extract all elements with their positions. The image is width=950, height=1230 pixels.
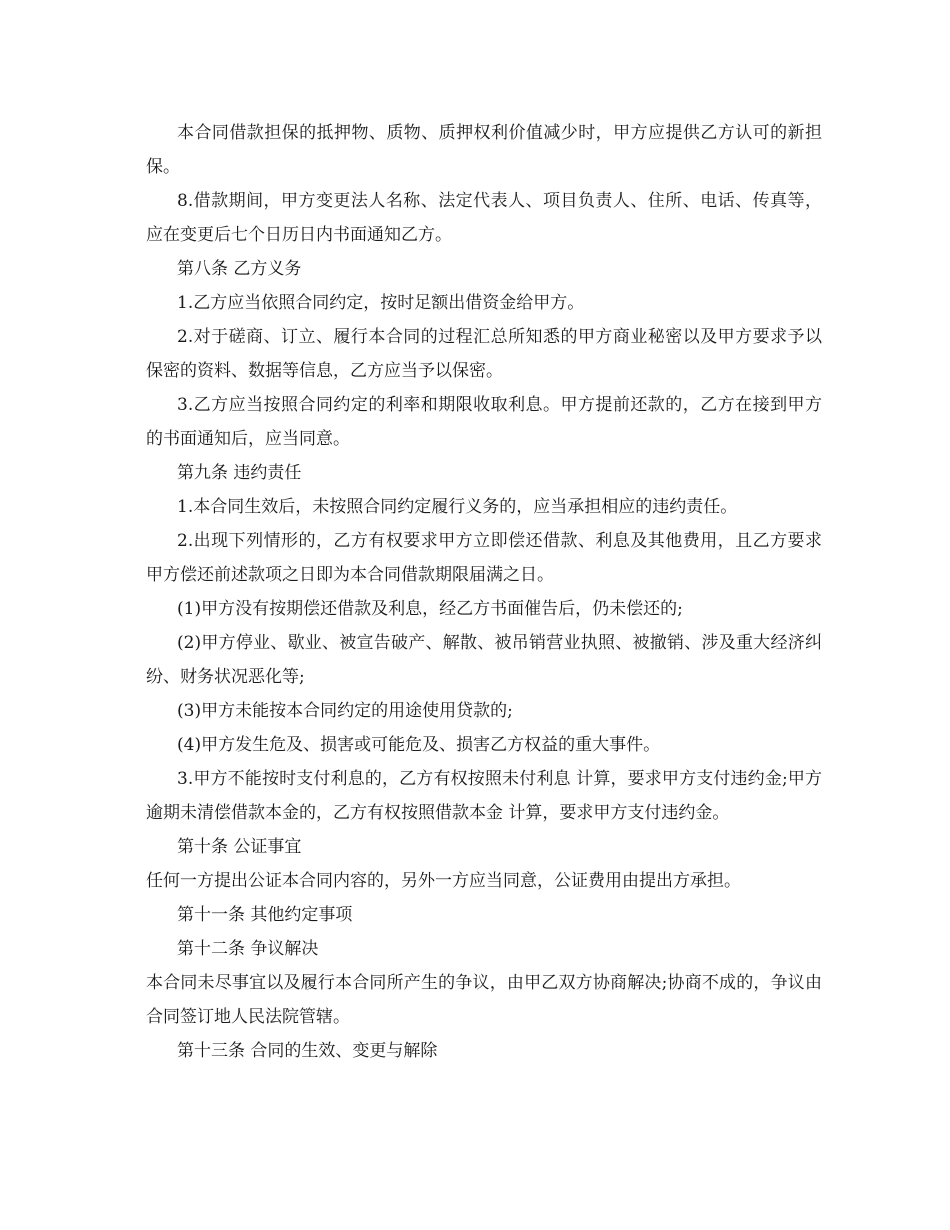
article-10-body: 任何一方提出公证本合同内容的，另外一方应当同意，公证费用由提出方承担。: [146, 871, 741, 891]
paragraph-collateral-decrease: 本合同借款担保的抵押物、质物、质押权利价值减少时，甲方应提供乙方认可的新担保。: [146, 123, 822, 177]
article-9-subitem-1: (1)甲方没有按期偿还借款及利息，经乙方书面催告后，仍未偿还的;: [177, 599, 683, 619]
article-9-subitem-4: (4)甲方发生危及、损害或可能危及、损害乙方权益的重大事件。: [177, 735, 661, 755]
article-9-subitem-3: (3)甲方未能按本合同约定的用途使用贷款的;: [177, 701, 513, 721]
article-13-heading: 第十三条 合同的生效、变更与解除: [177, 1041, 438, 1061]
article-11-heading: 第十一条 其他约定事项: [177, 905, 353, 925]
article-9-subitem-2: (2)甲方停业、歇业、被宣告破产、解散、被吊销营业执照、被撤销、涉及重大经济纠纷、财务状况恶化等;: [146, 633, 822, 687]
article-9-heading: 第九条 违约责任: [177, 463, 302, 483]
article-12-body: 本合同未尽事宜以及履行本合同所产生的争议，由甲乙双方协商解决;协商不成的，争议由合同签订地人民法院管辖。: [146, 973, 822, 1027]
article-8-item-2: 2.对于磋商、订立、履行本合同的过程汇总所知悉的甲方商业秘密以及甲方要求予以保密的资料、数据等信息，乙方应当予以保密。: [146, 327, 822, 381]
document-page: [146, 116, 822, 1068]
article-9-item-1: 1.本合同生效后，未按照合同约定履行义务的，应当承担相应的违约责任。: [177, 497, 738, 517]
article-8-item-3: 3.乙方应当按照合同约定的利率和期限收取利息。甲方提前还款的，乙方在接到甲方的书面通知后，应当同意。: [146, 395, 822, 449]
article-8-heading: 第八条 乙方义务: [177, 259, 302, 279]
article-8-item-1: 1.乙方应当依照合同约定，按时足额出借资金给甲方。: [177, 293, 585, 313]
article-9-item-3: 3.甲方不能按时支付利息的，乙方有权按照未付利息 计算，要求甲方支付违约金;甲方逾期未清偿借款本金的，乙方有权按照借款本金 计算，要求甲方支付违约金。: [146, 769, 822, 823]
article-12-heading: 第十二条 争议解决: [177, 939, 319, 959]
article-10-heading: 第十条 公证事宜: [177, 837, 302, 857]
paragraph-clause-8: 8.借款期间，甲方变更法人名称、法定代表人、项目负责人、住所、电话、传真等，应在变更后七个日历日内书面通知乙方。: [146, 191, 822, 245]
article-9-item-2: 2.出现下列情形的，乙方有权要求甲方立即偿还借款、利息及其他费用，且乙方要求甲方偿还前述款项之日即为本合同借款期限届满之日。: [146, 531, 822, 585]
